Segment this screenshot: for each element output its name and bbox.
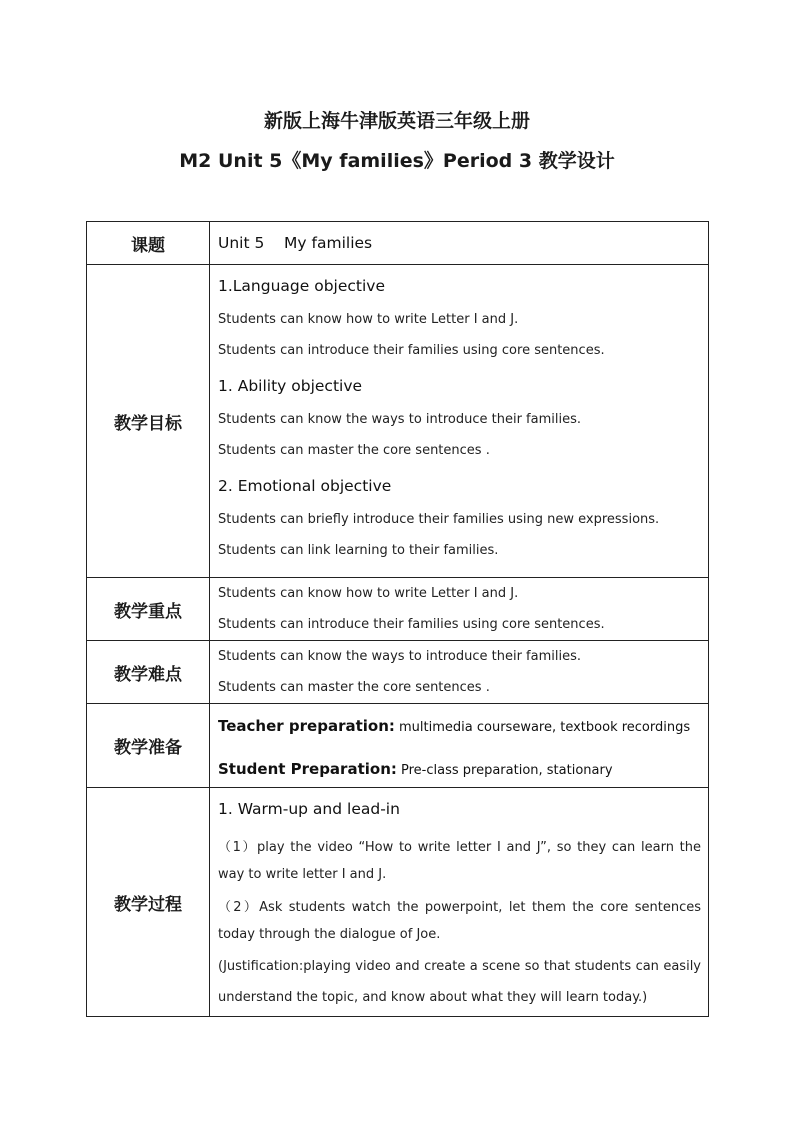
lesson-plan-table [86,221,709,1017]
row-process [87,788,709,1017]
label-topic: 课题 [87,222,210,265]
objective-line: Students can link learning to their families. [218,543,499,558]
objective-line: Students can briefly introduce their families using new expressions. [218,512,660,527]
label-difficult-points: 教学难点 [87,641,210,704]
objective-line: Students can master the core sentences . [218,443,490,458]
label-objectives: 教学目标 [87,265,210,578]
objective-line: Students can introduce their families using core sentences. [218,343,605,358]
process-step: （1）play the video “How to write letter I and J”, so they can learn the way to write letter I and J. [218,840,701,882]
row-topic [87,222,709,265]
key-point-line: Students can know how to write Letter I and J. [218,586,519,601]
key-point-line: Students can introduce their families using core sentences. [218,617,605,632]
process-heading: 1. Warm-up and lead-in [218,800,400,818]
row-key-points [87,578,709,641]
topic-value: Unit 5 My families [218,234,373,252]
process-step: （2）Ask students watch the powerpoint, let them the core sentences today through the dialogue of Joe. [218,900,701,942]
row-difficult-points [87,641,709,704]
objective-heading-ability: 1. Ability objective [218,377,363,395]
student-preparation-value: Pre-class preparation, stationary [396,763,613,778]
label-key-points: 教学重点 [87,578,210,641]
document-subtitle: M2 Unit 5《My families》Period 3 教学设计 [179,150,615,172]
difficult-point-line: Students can master the core sentences . [218,680,490,695]
teacher-preparation [218,716,701,738]
student-preparation [218,759,701,781]
document-title: 新版上海牛津版英语三年级上册 [263,110,530,132]
teacher-preparation-label: Teacher preparation: [218,717,395,735]
label-preparation: 教学准备 [87,704,210,788]
objective-heading-language: 1.Language objective [218,277,385,295]
student-preparation-label: Student Preparation: [218,760,397,778]
row-objectives [87,265,709,578]
teacher-preparation-value: multimedia courseware, textbook recordings [394,720,691,735]
difficult-point-line: Students can know the ways to introduce their families. [218,649,581,664]
objective-heading-emotional: 2. Emotional objective [218,477,392,495]
objective-line: Students can know the ways to introduce their families. [218,412,581,427]
objective-line: Students can know how to write Letter I and J. [218,312,519,327]
label-process: 教学过程 [87,788,210,1017]
row-preparation [87,704,709,788]
process-justification: (Justification:playing video and create a scene so that students can easily understand the topic, and know about what they will learn today.) [218,959,701,1005]
